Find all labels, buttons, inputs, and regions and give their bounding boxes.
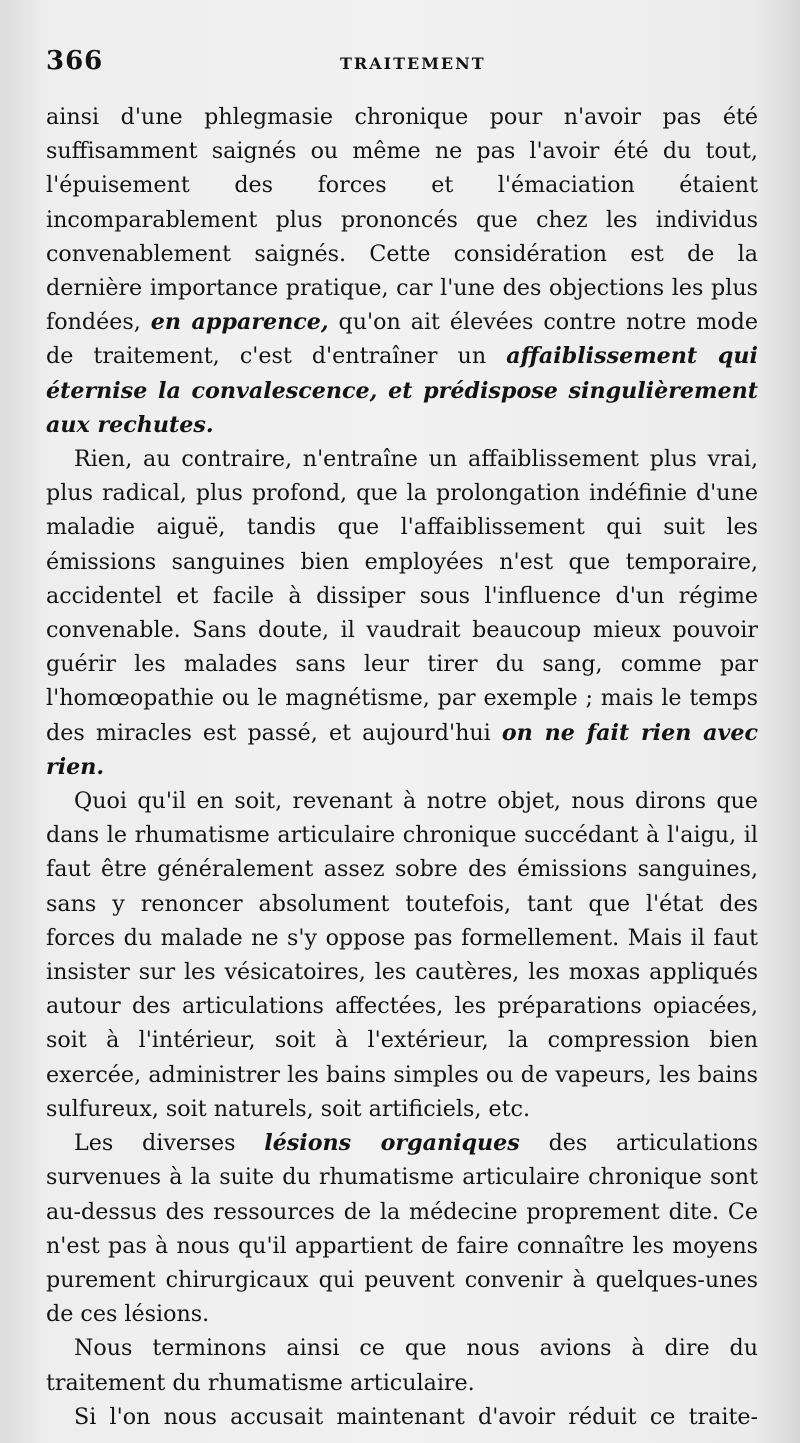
page-number: 366 (46, 46, 104, 76)
paragraph (46, 442, 758, 784)
italic-phrase: on ne fait rien avec rien. (46, 719, 759, 780)
paragraph-text: Les diverses (74, 1130, 265, 1157)
paragraph-text: Nous terminons ainsi ce que nous avions à dire du traitement du rhumatisme articulaire. (46, 1335, 758, 1396)
italic-phrase: lésions organiques (264, 1130, 520, 1157)
paragraph-text: Si l'on nous accusait maintenant d'avoir réduit ce traite- (74, 1403, 758, 1430)
paragraph-text: des articulations survenues à la suite du rhumatisme articulaire chronique sont au-dessus des ressources de la médecine proprement dite. Ce n'est pas à nous qu'il appartient de faire connaître les moyens purement chirurgicaux qui peuvent convenir à quelques-unes de ces lésions. (46, 1130, 758, 1328)
italic-phrase: en apparence, (150, 309, 329, 336)
paragraph (46, 1331, 758, 1399)
paragraph (46, 1126, 758, 1331)
paragraph (46, 784, 758, 1126)
running-head: TRAITEMENT (340, 54, 486, 73)
paragraph-text: qu'on ait élevées contre notre mode de traitement, c'est d'entraîner un (46, 309, 758, 370)
body-text (46, 100, 758, 1434)
paragraph-continued (46, 100, 758, 442)
italic-phrase: affaiblissement qui éternise la convalescence, et prédispose singulièrement aux rechutes. (46, 343, 758, 438)
paragraph-continues-next-page (46, 1400, 758, 1434)
paragraph-text: Quoi qu'il en soit, revenant à notre objet, nous dirons que dans le rhumatisme articulaire chronique succédant à l'aigu, il faut être généralement assez sobre des émissions sanguines, sans y renoncer absolument toutefois, tant que l'état des forces du malade ne s'y oppose pas formellement. Mais il faut insister sur les vésicatoires, les cautères, les moxas appliqués autour des articulations affectées, les préparations opiacées, soit à l'intérieur, soit à l'extérieur, la compression bien exercée, administrer les bains simples ou de vapeurs, les bains sulfureux, soit naturels, soit artificiels, etc. (46, 788, 758, 1122)
paragraph-text: Rien, au contraire, n'entraîne un affaiblissement plus vrai, plus radical, plus profond, que la prolongation indéfinie d'une maladie aiguë, tandis que l'affaiblissement qui suit les émissions sanguines bien employées n'est que temporaire, accidentel et facile à dissiper sous l'influence d'un régime convenable. Sans doute, il vaudrait beaucoup mieux pouvoir guérir les malades sans leur tirer du sang, comme par l'homœopathie ou le magnétisme, par exemple ; mais le temps des miracles est passé, et aujourd'hui (46, 446, 758, 746)
paragraph-text: ainsi d'une phlegmasie chronique pour n'avoir pas été suffisamment saignés ou même ne pas l'avoir été du tout, l'épuisement des forces et l'émaciation étaient incomparablement plus prononcés que chez les individus convenablement saignés. Cette considération est de la dernière importance pratique, car l'une des objections les plus fondées, (46, 104, 758, 336)
page-header (46, 46, 766, 82)
